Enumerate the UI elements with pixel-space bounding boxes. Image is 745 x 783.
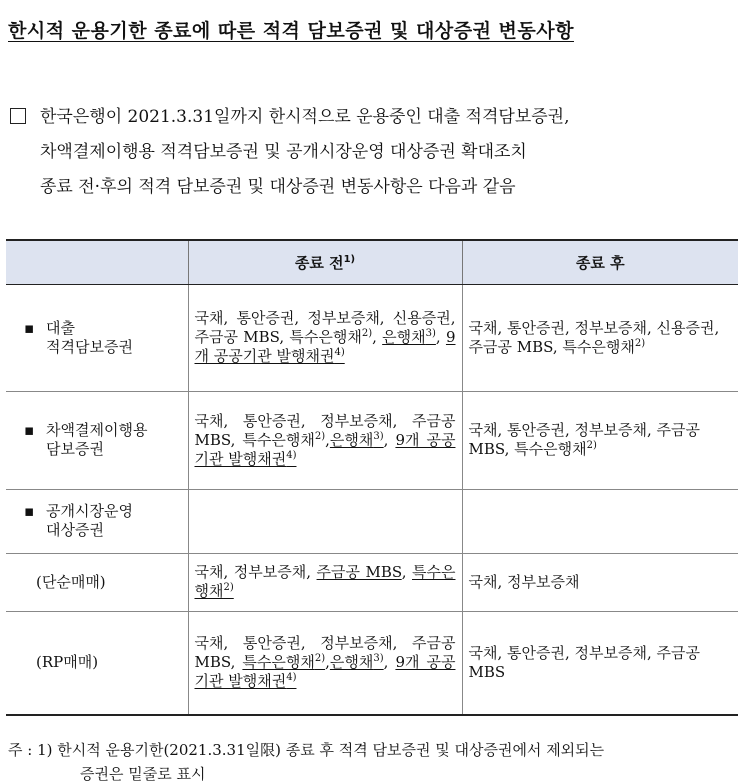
row-label-outright: (단순매매) (6, 553, 188, 611)
page-title: 한시적 운용기한 종료에 따른 적격 담보증권 및 대상증권 변동사항 (8, 20, 574, 42)
table-row-outright (6, 553, 738, 611)
cell-settlement-before: 국채, 통안증권, 정부보증채, 주금공 MBS, 특수은행채$^{2)}$,은행채$^{3)}$, 9개 공공기관 발행채권$^{4)}$ (188, 391, 462, 489)
cell-rp-before: 국채, 통안증권, 정부보증채, 주금공 MBS, 특수은행채$^{2)}$,은행채$^{3)}$, 9개 공공기관 발행채권$^{4)}$ (188, 611, 462, 715)
cell-outright-after: 국채, 정부보증채 (462, 553, 738, 611)
cell-loan-after: 국채, 통안증권, 정부보증채, 신용증권, 주금공 MBS, 특수은행채$^{2)}$ (462, 284, 738, 391)
row-label-rp: (RP매매) (6, 611, 188, 715)
cell-outright-before: 국채, 정부보증채, 주금공 MBS, 특수은행채$^{2)}$ (188, 553, 462, 611)
intro-line-1: 한국은행이 2021.3.31일까지 한시적으로 운용중인 대출 적격담보증권, (40, 107, 570, 127)
row-label-settlement: ▪ 차액결제이행용 담보증권 (6, 391, 188, 489)
header-empty (6, 240, 188, 284)
footnote (8, 738, 736, 783)
intro-line-3: 종료 전·후의 적격 담보증권 및 대상증권 변동사항은 다음과 같음 (40, 177, 516, 197)
table-row-settlement (6, 391, 738, 489)
header-after: 종료 후 (462, 240, 738, 284)
checkbox-icon (10, 108, 26, 124)
footnote-line-1: 주 : 1) 한시적 운용기한(2021.3.31일限) 종료 후 적격 담보증권 및 대상증권에서 제외되는 (8, 741, 605, 759)
footnote-line-2: 증권은 밑줄로 표시 (80, 765, 206, 783)
intro-line-2: 차액결제이행용 적격담보증권 및 공개시장운영 대상증권 확대조치 (40, 142, 527, 162)
table-row-omo (6, 489, 738, 553)
header-before: 종료 전$^{1)}$ (188, 240, 462, 284)
table-row-loan (6, 284, 738, 391)
table-header-row (6, 240, 738, 284)
table-row-rp (6, 611, 738, 715)
cell-loan-before: 국채, 통안증권, 정부보증채, 신용증권, 주금공 MBS, 특수은행채$^{2)}$, 은행채$^{3)}$, 9개 공공기관 발행채권$^{4)}$ (188, 284, 462, 391)
comparison-table (6, 239, 738, 716)
row-label-omo: ▪ 공개시장운영 대상증권 (6, 489, 188, 553)
cell-omo-before (188, 489, 462, 553)
cell-settlement-after: 국채, 통안증권, 정부보증채, 주금공 MBS, 특수은행채$^{2)}$ (462, 391, 738, 489)
cell-rp-after: 국채, 통안증권, 정부보증채, 주금공 MBS (462, 611, 738, 715)
row-label-loan: ▪ 대출 적격담보증권 (6, 284, 188, 391)
cell-omo-after (462, 489, 738, 553)
intro-paragraph (8, 100, 736, 205)
